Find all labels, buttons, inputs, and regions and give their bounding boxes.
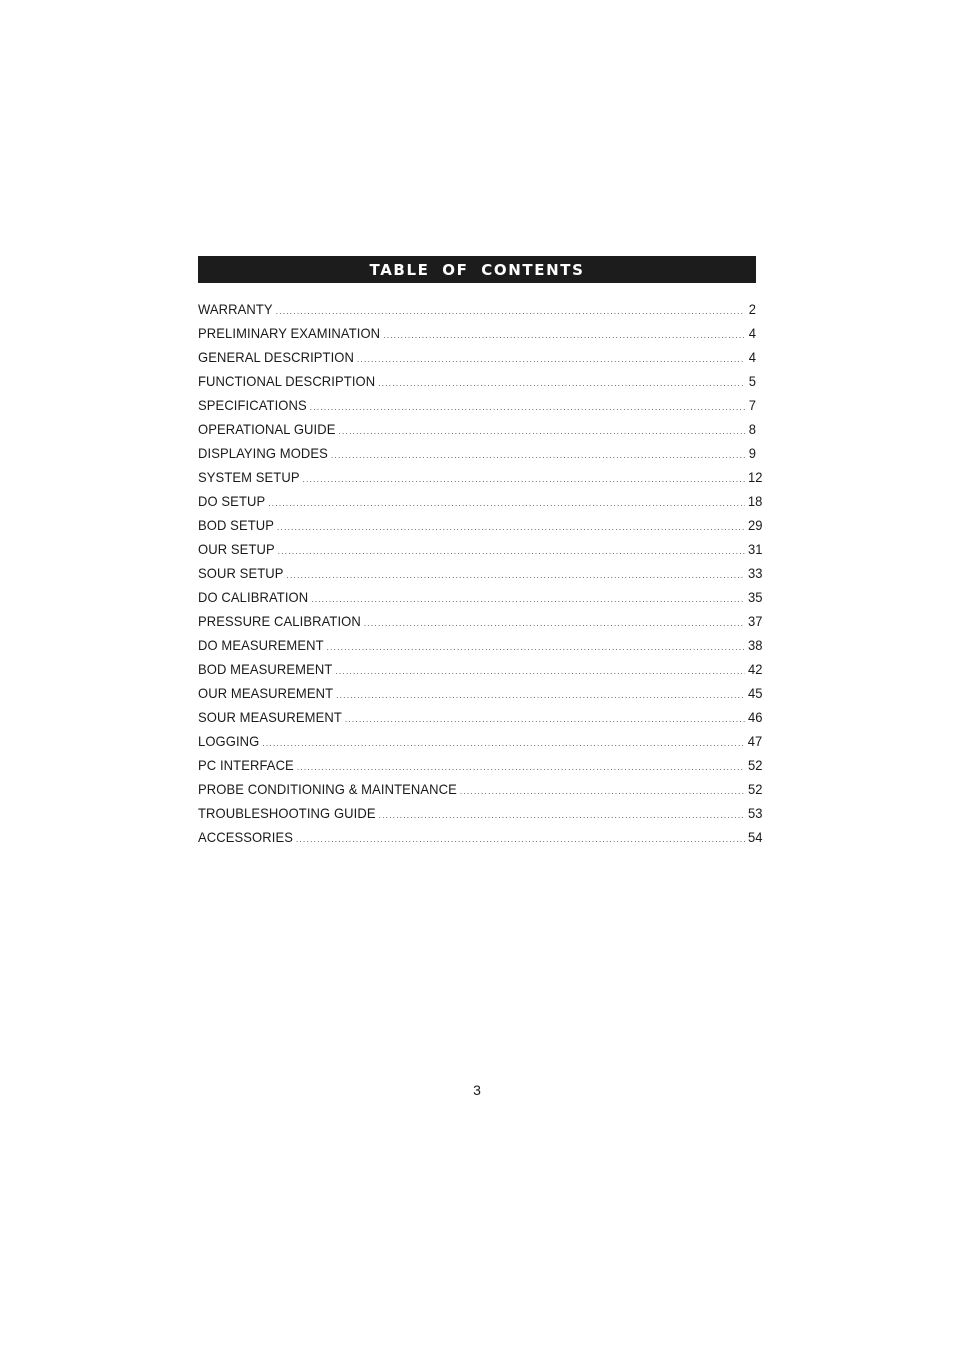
- toc-entry-title: OUR SETUP: [198, 541, 275, 558]
- toc-list: [198, 298, 763, 850]
- toc-entry-title: SOUR SETUP: [198, 565, 284, 582]
- toc-entry-page: 2: [748, 301, 756, 318]
- page-number: 3: [473, 1082, 481, 1098]
- toc-entry-title: SOUR MEASUREMENT: [198, 709, 342, 726]
- toc-entry[interactable]: [198, 825, 763, 850]
- toc-entry[interactable]: [198, 777, 763, 802]
- toc-entry[interactable]: [198, 297, 756, 322]
- toc-entry[interactable]: [198, 513, 763, 538]
- toc-entry-title: PROBE CONDITIONING & MAINTENANCE: [198, 781, 457, 798]
- toc-entry-page: 52: [748, 781, 763, 798]
- toc-entry[interactable]: [198, 369, 756, 394]
- toc-entry[interactable]: [198, 801, 763, 826]
- toc-entry-title: PRELIMINARY EXAMINATION: [198, 325, 381, 342]
- toc-entry-page: 54: [748, 829, 763, 846]
- toc-entry[interactable]: [198, 657, 763, 682]
- toc-entry[interactable]: [198, 729, 763, 754]
- toc-entry-page: 37: [748, 613, 763, 630]
- toc-entry-page: 42: [748, 661, 763, 678]
- toc-entry[interactable]: [198, 321, 756, 346]
- toc-entry-page: 45: [748, 685, 763, 702]
- toc-entry-page: 12: [748, 469, 763, 486]
- toc-entry-title: DO CALIBRATION: [198, 589, 309, 606]
- toc-entry[interactable]: [198, 585, 763, 610]
- toc-entry-page: 18: [747, 493, 763, 510]
- toc-entry-page: 9: [748, 445, 756, 462]
- toc-header-bar: [198, 256, 756, 283]
- toc-entry[interactable]: [198, 753, 763, 778]
- toc-entry-title: FUNCTIONAL DESCRIPTION: [198, 373, 376, 390]
- toc-entry-title: GENERAL DESCRIPTION: [198, 349, 355, 366]
- toc-entry[interactable]: [198, 609, 763, 634]
- toc-entry-title: LOGGING: [198, 733, 260, 750]
- toc-entry-title: BOD MEASUREMENT: [198, 661, 333, 678]
- toc-entry-page: 29: [747, 517, 763, 534]
- toc-entry-title: PRESSURE CALIBRATION: [198, 613, 361, 630]
- toc-entry-page: 7: [748, 397, 756, 414]
- toc-entry-title: BOD SETUP: [198, 517, 275, 534]
- table-of-contents: [198, 256, 763, 850]
- toc-entry-title: TROUBLESHOOTING GUIDE: [198, 805, 376, 822]
- toc-entry-title: DO MEASUREMENT: [198, 637, 324, 654]
- toc-entry[interactable]: [198, 681, 763, 706]
- toc-entry-page: 33: [748, 565, 763, 582]
- toc-entry-page: 8: [748, 421, 756, 438]
- toc-entry-title: OPERATIONAL GUIDE: [198, 421, 336, 438]
- toc-heading: TABLE OF CONTENTS: [369, 260, 585, 279]
- toc-entry[interactable]: [198, 537, 763, 562]
- toc-entry-page: 4: [748, 349, 756, 366]
- toc-entry-page: 46: [748, 709, 763, 726]
- toc-entry-title: DO SETUP: [198, 493, 266, 510]
- toc-entry[interactable]: [198, 465, 763, 490]
- toc-entry-title: OUR MEASUREMENT: [198, 685, 334, 702]
- toc-entry-page: 38: [748, 637, 763, 654]
- toc-entry-page: 5: [748, 373, 756, 390]
- toc-entry[interactable]: [198, 633, 763, 658]
- toc-entry-page: 31: [748, 541, 763, 558]
- toc-entry-page: 47: [747, 733, 763, 750]
- toc-entry-title: SPECIFICATIONS: [198, 397, 307, 414]
- toc-entry[interactable]: [198, 345, 756, 370]
- toc-entry-page: 52: [748, 757, 763, 774]
- toc-entry-title: SYSTEM SETUP: [198, 469, 300, 486]
- toc-leader-dots: [296, 828, 745, 853]
- toc-entry[interactable]: [198, 561, 763, 586]
- toc-entry-title: WARRANTY: [198, 301, 273, 318]
- toc-entry[interactable]: [198, 489, 763, 514]
- toc-entry-title: DISPLAYING MODES: [198, 445, 328, 462]
- toc-entry-page: 35: [748, 589, 763, 606]
- toc-entry[interactable]: [198, 705, 763, 730]
- toc-entry-page: 4: [748, 325, 756, 342]
- toc-entry-title: PC INTERFACE: [198, 757, 294, 774]
- toc-entry[interactable]: [198, 441, 756, 466]
- toc-entry[interactable]: [198, 393, 756, 418]
- toc-entry[interactable]: [198, 417, 756, 442]
- toc-entry-title: ACCESSORIES: [198, 829, 294, 846]
- toc-entry-page: 53: [748, 805, 763, 822]
